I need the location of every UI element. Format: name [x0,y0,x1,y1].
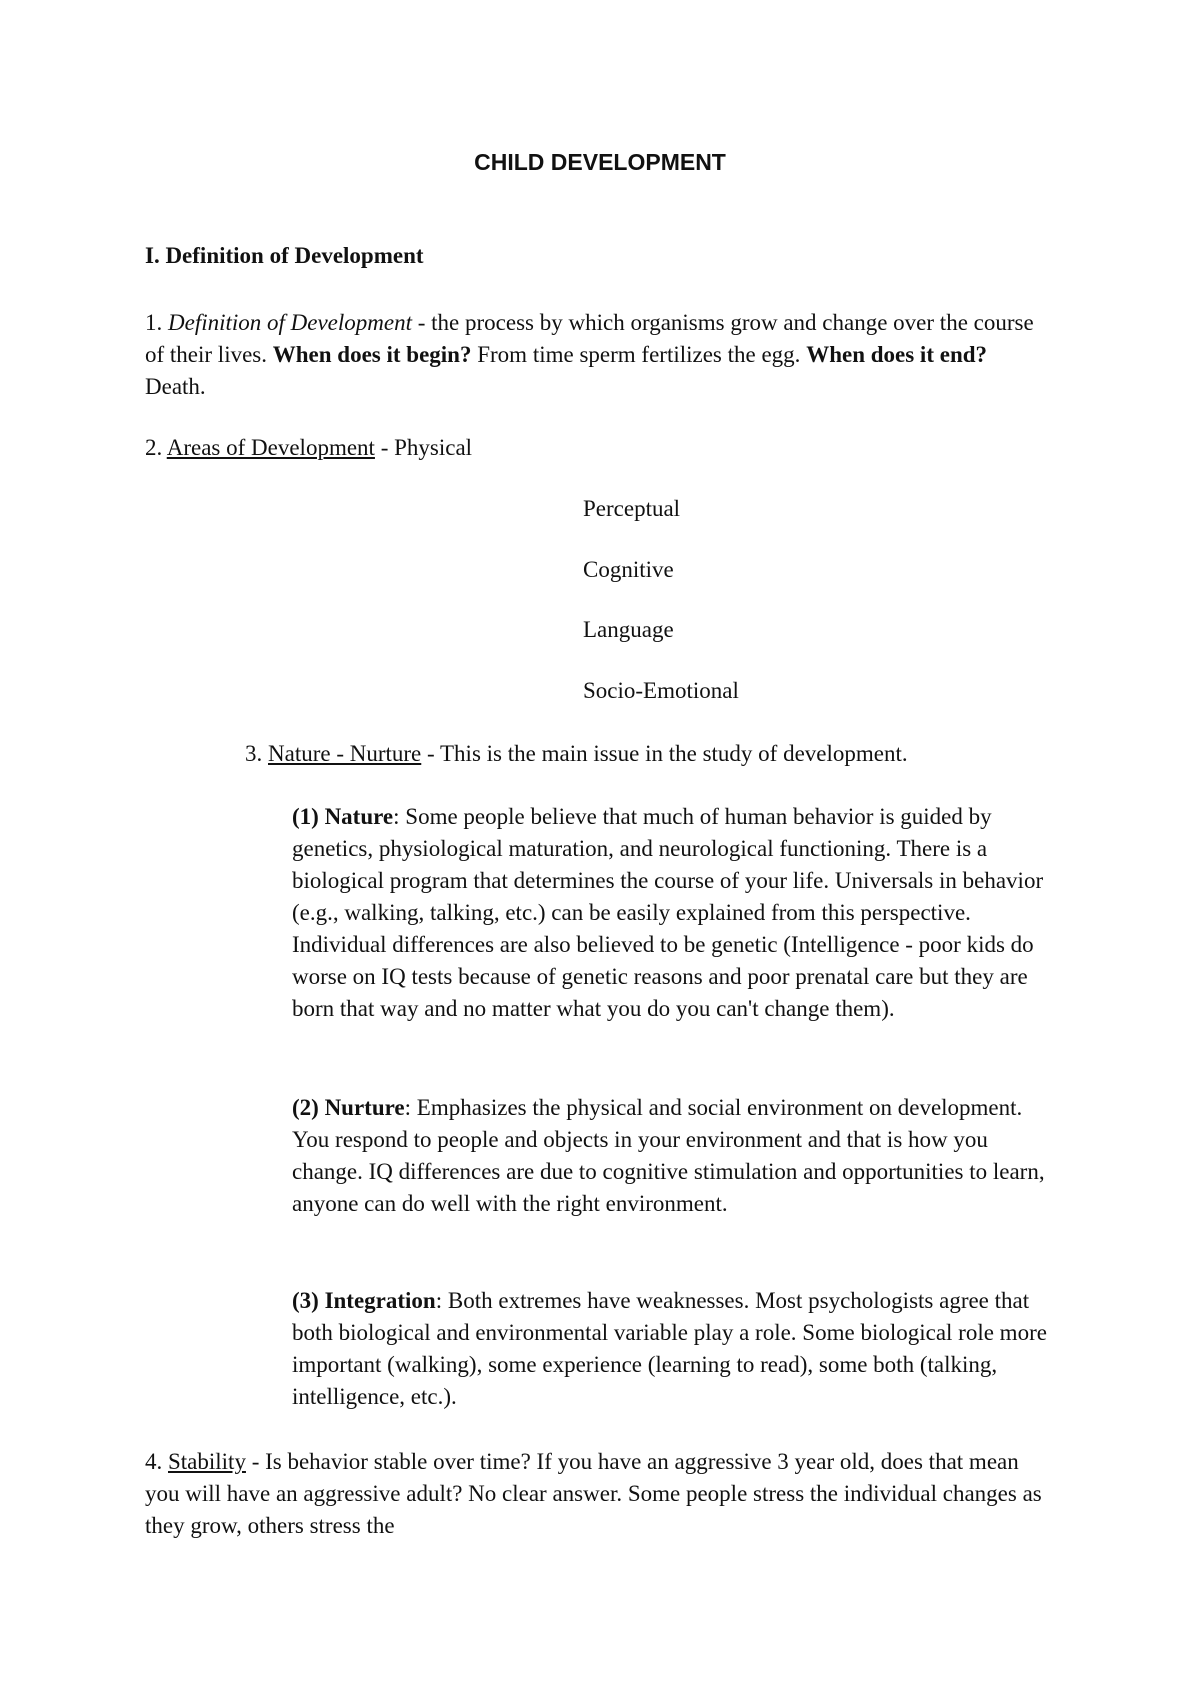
item-number: 1. [145,310,168,335]
paragraph-areas [145,432,472,464]
nature-nurture-text: - This is the main issue in the study of development. [421,741,908,766]
answer-begin: From time sperm fertilizes the egg. [471,342,807,367]
item-number: 4. [145,1449,168,1474]
term-definition-of-development: Definition of Development [168,310,412,335]
label-nurture: (2) Nurture [292,1095,405,1120]
item-number: 2. [145,435,167,460]
question-begin: When does it begin? [272,342,472,367]
term-nature-nurture: Nature - Nurture [268,741,422,766]
nature-text: : Some people believe that much of human behavior is guided by genetics, physiological maturation, and neurological functioning. There is a biological program that determines the course of your life. Universals in behavior (e.g., walking, talking, etc.) can be easily explained from this perspective. Individual differences are also believed to be genetic (Intelligence - poor kids do worse on IQ tests because of genetic reasons and poor prenatal care but they are born that way and no matter what you do you can't change them). [292,804,1044,1021]
paragraph-nature [292,801,1052,1025]
label-nature: (1) Nature [292,804,394,829]
area-cognitive: Cognitive [583,557,674,582]
section-heading: I. Definition of Development [145,243,424,268]
area-physical: Physical [394,435,473,460]
paragraph-nature-nurture [245,738,908,770]
question-end: When does it end? [806,342,988,367]
separator: - [374,435,395,460]
term-areas-of-development: Areas of Development [166,435,375,460]
nurture-text: : Emphasizes the physical and social environment on development. You respond to people and objects in your environment and that is how you change. IQ differences are due to cognitive stimulation and opportunities to learn, anyone can do well with the right environment. [292,1095,1045,1216]
area-perceptual: Perceptual [583,496,681,521]
paragraph-definition [145,307,1045,403]
area-language: Language [583,617,674,642]
paragraph-stability [145,1446,1055,1542]
term-stability: Stability [168,1449,246,1474]
integration-text: : Both extremes have weaknesses. Most psychologists agree that both biological and environmental variable play a role. Some biological role more important (walking), some experience (learning to read), some both (talking, intelligence, etc.). [292,1288,1047,1409]
paragraph-integration [292,1285,1052,1413]
item-number: 3. [245,741,268,766]
stability-text: - Is behavior stable over time? If you have an aggressive 3 year old, does that mean you will have an aggressive adult? No clear answer. Some people stress the individual changes as they grow, others stress the [145,1449,1042,1538]
label-integration: (3) Integration [292,1288,436,1313]
paragraph-nurture [292,1092,1052,1220]
area-socio-emotional: Socio-Emotional [583,678,739,703]
answer-end: Death. [145,374,206,399]
document-title: CHILD DEVELOPMENT [474,149,726,175]
definition-text: - the process by which organisms grow and change over the course of their lives. [145,310,1034,367]
